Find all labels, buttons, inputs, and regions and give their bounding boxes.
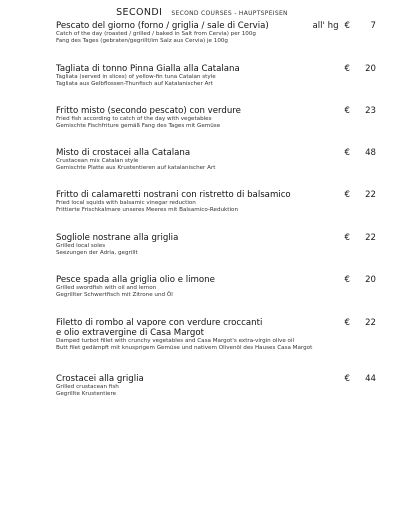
dish-description-de: Gegrillte Krustentiere: [56, 391, 117, 397]
section-subtitle: SECOND COURSES - HAUPTSPEISEN: [171, 10, 288, 17]
dish-description-en: Catch of the day (roasted / grilled / baked in Salt from Cervia) per 100g: [56, 31, 256, 37]
dish-title: Misto di crostacei alla Catalana: [56, 148, 191, 158]
menu-item: [56, 21, 376, 45]
dish-description-en: Fried fish according to catch of the day with vegetables: [56, 116, 212, 122]
dish-title: Fritto misto (secondo pescato) con verdure: [56, 106, 241, 116]
menu-item: [56, 233, 376, 257]
menu-item: [56, 190, 376, 214]
dish-price: [312, 21, 376, 31]
dish-description-de: Frittierte Frischkalmare unseres Meeres mit Balsamico-Reduktion: [56, 207, 239, 213]
dish-description-en: Tagliata (served in slices) of yellow-fin tuna Catalan style: [56, 74, 216, 80]
currency-symbol: €: [344, 233, 350, 243]
price-value: 48: [365, 148, 376, 158]
price-value: 44: [365, 374, 376, 384]
dish-description-de: Fang des Tages (gebraten/gegrillt/im Salz aus Cervia) je 100g: [56, 38, 228, 44]
price-value: 20: [365, 275, 376, 285]
menu-item: [56, 148, 376, 172]
price-prefix: all' hg: [312, 21, 339, 31]
dish-price: [345, 190, 376, 200]
dish-title-line-2: e olio extravergine di Casa Margot: [56, 328, 204, 338]
dish-price: [345, 106, 376, 116]
dish-description-de: Butt filet gedämpft mit knusprigem Gemüse und nativem Olivenöl des Hauses Casa Margot: [56, 345, 313, 351]
currency-symbol: €: [344, 64, 350, 74]
dish-price: [345, 318, 376, 328]
menu-item: [56, 374, 376, 398]
menu-item: [56, 275, 376, 299]
currency-symbol: €: [344, 190, 350, 200]
menu-item: [56, 106, 376, 130]
currency-symbol: €: [344, 148, 350, 158]
menu-item: [56, 318, 376, 352]
dish-description-de: Seezungen der Adria, gegrillt: [56, 250, 138, 256]
dish-description-en: Grilled swordfish with oil and lemon: [56, 285, 157, 291]
dish-price: [345, 374, 376, 384]
menu-header: [0, 4, 404, 20]
currency-symbol: €: [344, 374, 350, 384]
dish-description-en: Grilled crustacean fish: [56, 384, 119, 390]
price-value: 23: [365, 106, 376, 116]
dish-description-en: Crustacean mix Catalan style: [56, 158, 139, 164]
price-value: 22: [365, 318, 376, 328]
dish-title: Fritto di calamaretti nostrani con ristretto di balsamico: [56, 190, 291, 200]
dish-description-de: Gemischte Fischfriture gemäß Fang des Tages mit Gemüse: [56, 123, 221, 129]
menu-item: [56, 64, 376, 88]
dish-price: [345, 233, 376, 243]
currency-symbol: €: [344, 106, 350, 116]
price-value: 20: [365, 64, 376, 74]
price-value: 22: [365, 190, 376, 200]
price-value: 22: [365, 233, 376, 243]
dish-description-de: Gemischte Platte aus Krustentieren auf katalanischer Art: [56, 165, 216, 171]
dish-title: Sogliole nostrane alla griglia: [56, 233, 179, 243]
dish-price: [345, 64, 376, 74]
dish-description-en: Fried local squids with balsamic vinegar reduction: [56, 200, 196, 206]
dish-description-de: Gegrillter Schwertfisch mit Zitrone und Öl: [56, 292, 173, 298]
dish-description-de: Tagliata aus Gelbflossen-Thunfisch auf Katalanischer Art: [56, 81, 213, 87]
currency-symbol: €: [344, 21, 350, 31]
section-title: SECONDI: [116, 7, 163, 18]
dish-price: [345, 275, 376, 285]
dish-title: Tagliata di tonno Pinna Gialla alla Catalana: [56, 64, 240, 74]
dish-title: Filetto di rombo al vapore con verdure croccanti: [56, 318, 263, 328]
dish-title: Pescato del giorno (forno / griglia / sale di Cervia): [56, 21, 269, 31]
currency-symbol: €: [344, 275, 350, 285]
currency-symbol: €: [344, 318, 350, 328]
dish-title: Crostacei alla griglia: [56, 374, 144, 384]
dish-price: [345, 148, 376, 158]
dish-title: Pesce spada alla griglia olio e limone: [56, 275, 215, 285]
dish-description-en: Grilled local soles: [56, 243, 106, 249]
price-value: 7: [370, 21, 376, 31]
dish-description-en: Damped turbot fillet with crunchy vegetables and Casa Margot's extra-virgin olive oil: [56, 338, 295, 344]
